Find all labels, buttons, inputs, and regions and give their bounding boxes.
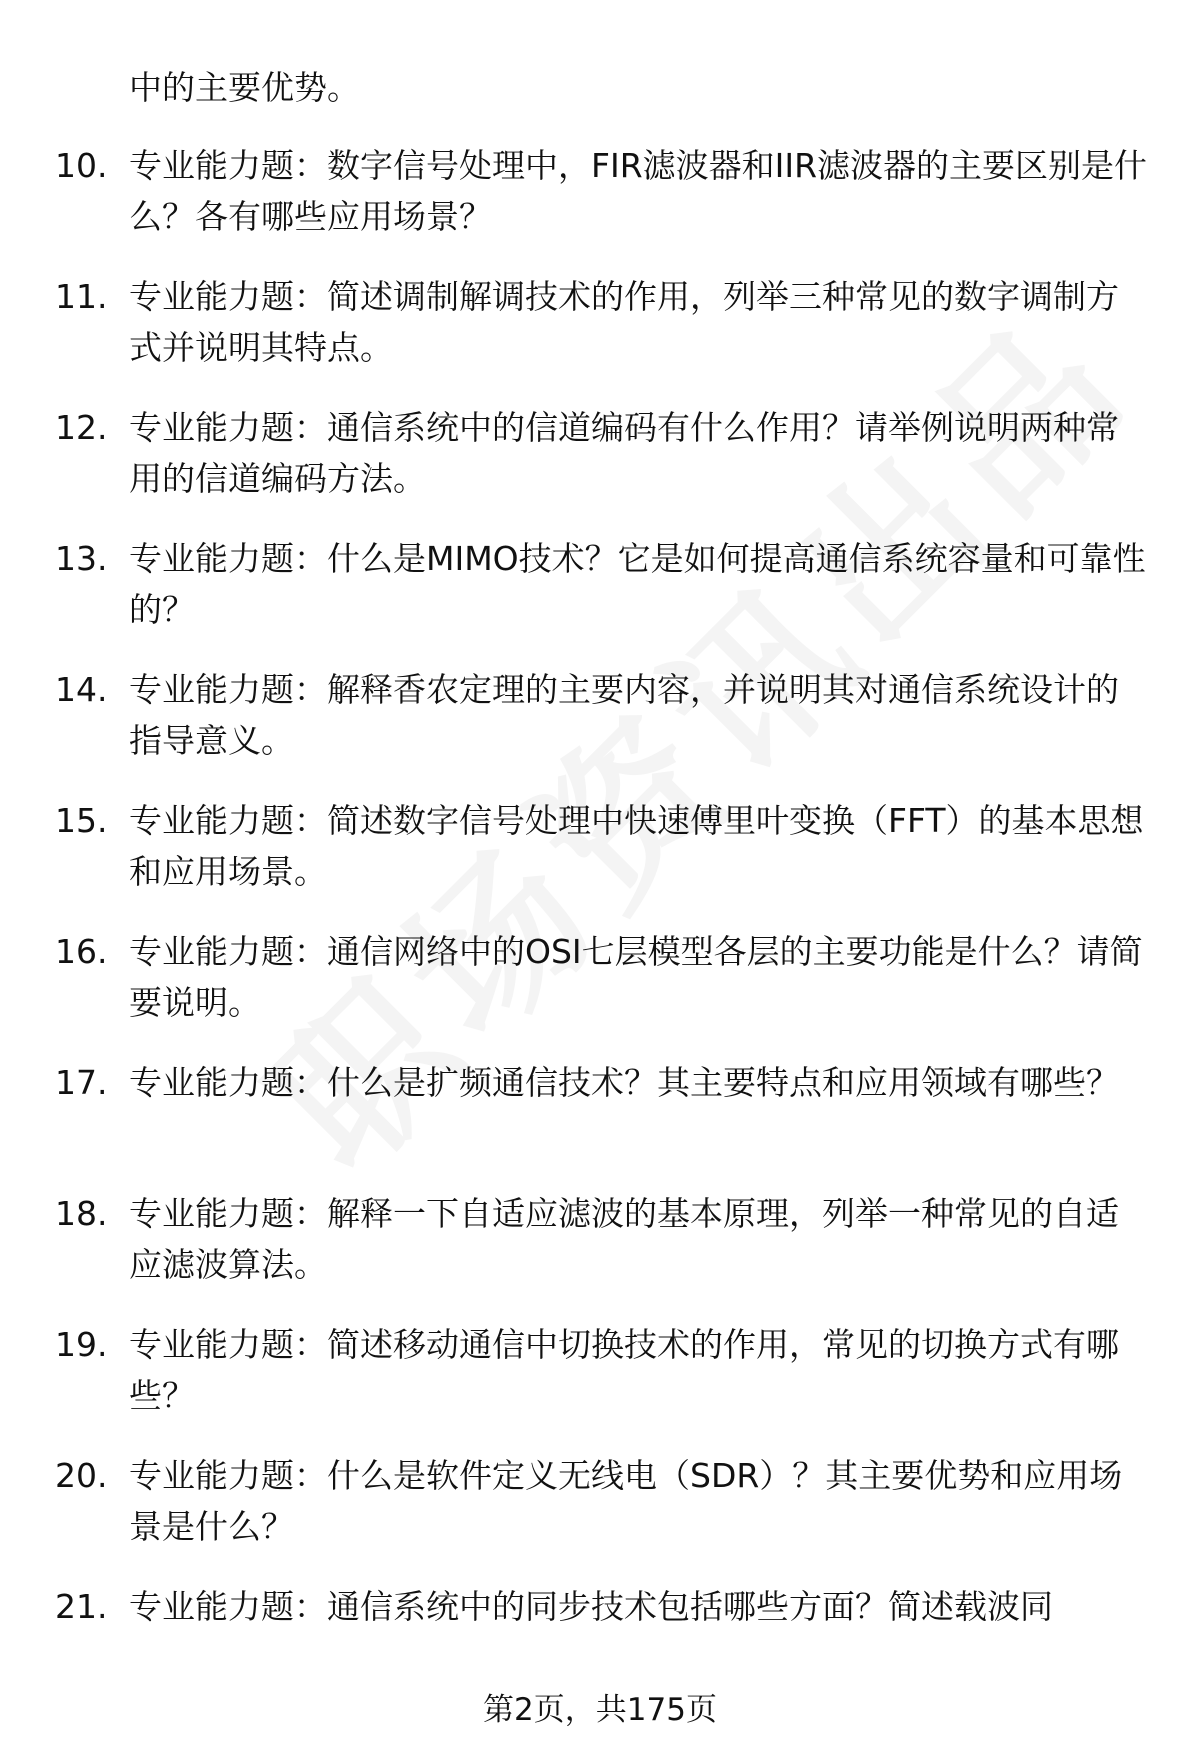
question-item: [0, 1450, 1200, 1581]
question-number: 14.: [55, 670, 108, 709]
question-text: 专业能力题：简述数字信号处理中快速傅里叶变换（FFT）的基本思想和应用场景。: [129, 801, 1144, 891]
question-item: [0, 402, 1200, 533]
question-item: [0, 1057, 1200, 1188]
question-number: 19.: [55, 1325, 108, 1364]
question-list: [0, 140, 1200, 1712]
question-item: [0, 271, 1200, 402]
question-item: [0, 664, 1200, 795]
question-item: [0, 1319, 1200, 1450]
question-text: 专业能力题：通信网络中的OSI七层模型各层的主要功能是什么？请简要说明。: [129, 932, 1143, 1022]
question-number: 13.: [55, 539, 108, 578]
question-item: [0, 140, 1200, 271]
question-text: 专业能力题：简述调制解调技术的作用，列举三种常见的数字调制方式并说明其特点。: [129, 277, 1119, 367]
question-text: 专业能力题：什么是扩频通信技术？其主要特点和应用领域有哪些？: [129, 1063, 1119, 1102]
question-item: [0, 926, 1200, 1057]
question-item: [0, 795, 1200, 926]
continued-text: 中的主要优势。: [129, 68, 360, 107]
question-text: 专业能力题：简述移动通信中切换技术的作用，常见的切换方式有哪些？: [129, 1325, 1119, 1415]
question-text: 专业能力题：什么是软件定义无线电（SDR）？其主要优势和应用场景是什么？: [129, 1456, 1123, 1546]
question-text: 专业能力题：解释一下自适应滤波的基本原理，列举一种常见的自适应滤波算法。: [129, 1194, 1119, 1284]
question-item: [0, 1188, 1200, 1319]
question-number: 18.: [55, 1194, 108, 1233]
question-number: 21.: [55, 1587, 108, 1626]
question-number: 12.: [55, 408, 108, 447]
question-number: 11.: [55, 277, 108, 316]
page-footer: 第2页，共175页: [483, 1692, 717, 1728]
question-text: 专业能力题：通信系统中的同步技术包括哪些方面？简述载波同: [129, 1587, 1053, 1626]
question-number: 20.: [55, 1456, 108, 1495]
question-number: 17.: [55, 1063, 108, 1102]
question-number: 10.: [55, 146, 108, 185]
question-text: 专业能力题：什么是MIMO技术？它是如何提高通信系统容量和可靠性的？: [129, 539, 1146, 629]
question-number: 16.: [55, 932, 108, 971]
question-number: 15.: [55, 801, 108, 840]
question-text: 专业能力题：数字信号处理中，FIR滤波器和IIR滤波器的主要区别是什么？各有哪些应用场景？: [129, 146, 1148, 236]
question-text: 专业能力题：解释香农定理的主要内容，并说明其对通信系统设计的指导意义。: [129, 670, 1119, 760]
question-item: [0, 533, 1200, 664]
question-text: 专业能力题：通信系统中的信道编码有什么作用？请举例说明两种常用的信道编码方法。: [129, 408, 1119, 498]
